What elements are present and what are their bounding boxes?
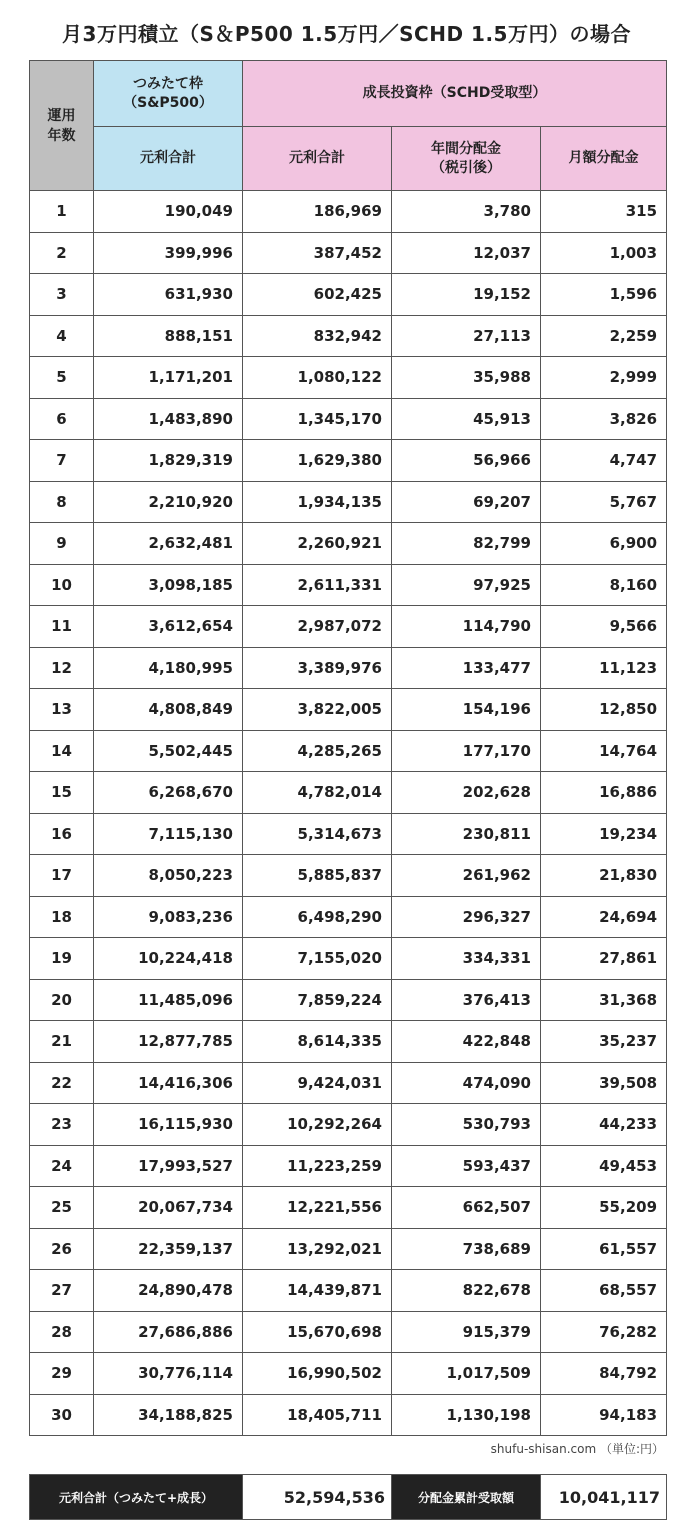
annual-dividend-cell: 82,799 (392, 523, 541, 565)
header-annual-dividend: 年間分配金 （税引後） (392, 127, 541, 191)
year-cell: 13 (30, 689, 94, 731)
schd-total-cell: 387,452 (243, 232, 392, 274)
sp500-total-cell: 3,098,185 (94, 564, 243, 606)
sp500-total-cell: 11,485,096 (94, 979, 243, 1021)
sp500-total-cell: 4,808,849 (94, 689, 243, 731)
sp500-total-cell: 14,416,306 (94, 1062, 243, 1104)
year-cell: 11 (30, 606, 94, 648)
monthly-dividend-cell: 39,508 (541, 1062, 667, 1104)
monthly-dividend-cell: 35,237 (541, 1021, 667, 1063)
monthly-dividend-cell: 4,747 (541, 440, 667, 482)
schd-total-cell: 15,670,698 (243, 1311, 392, 1353)
sp500-total-cell: 8,050,223 (94, 855, 243, 897)
year-cell: 29 (30, 1353, 94, 1395)
schd-total-cell: 10,292,264 (243, 1104, 392, 1146)
table-row (30, 1021, 667, 1063)
table-row (30, 274, 667, 316)
annual-dividend-cell: 662,507 (392, 1187, 541, 1229)
summary-dividend-value: 10,041,117 (541, 1475, 667, 1520)
year-cell: 8 (30, 481, 94, 523)
sp500-total-cell: 7,115,130 (94, 813, 243, 855)
monthly-dividend-cell: 84,792 (541, 1353, 667, 1395)
annual-dividend-cell: 296,327 (392, 896, 541, 938)
table-row (30, 689, 667, 731)
monthly-dividend-cell: 94,183 (541, 1394, 667, 1436)
schd-total-cell: 5,885,837 (243, 855, 392, 897)
table-row (30, 1062, 667, 1104)
monthly-dividend-cell: 76,282 (541, 1311, 667, 1353)
monthly-dividend-cell: 19,234 (541, 813, 667, 855)
monthly-dividend-cell: 5,767 (541, 481, 667, 523)
table-row (30, 481, 667, 523)
monthly-dividend-cell: 3,826 (541, 398, 667, 440)
monthly-dividend-cell: 27,861 (541, 938, 667, 980)
summary-table (29, 1474, 667, 1520)
monthly-dividend-cell: 1,003 (541, 232, 667, 274)
header-growth-total: 元利合計 (243, 127, 392, 191)
annual-dividend-cell: 474,090 (392, 1062, 541, 1104)
annual-dividend-cell: 822,678 (392, 1270, 541, 1312)
table-row (30, 1394, 667, 1436)
schd-total-cell: 6,498,290 (243, 896, 392, 938)
schd-total-cell: 7,155,020 (243, 938, 392, 980)
monthly-dividend-cell: 61,557 (541, 1228, 667, 1270)
table-row (30, 315, 667, 357)
table-row (30, 606, 667, 648)
annual-dividend-cell: 202,628 (392, 772, 541, 814)
table-row (30, 772, 667, 814)
table-row (30, 730, 667, 772)
table-row (30, 1270, 667, 1312)
annual-dividend-cell: 19,152 (392, 274, 541, 316)
annual-dividend-cell: 1,130,198 (392, 1394, 541, 1436)
year-cell: 20 (30, 979, 94, 1021)
table-row (30, 1228, 667, 1270)
table-row (30, 523, 667, 565)
schd-total-cell: 186,969 (243, 191, 392, 233)
schd-total-cell: 832,942 (243, 315, 392, 357)
summary-total-label: 元利合計（つみたて+成長） (30, 1475, 243, 1520)
annual-dividend-cell: 915,379 (392, 1311, 541, 1353)
table-row (30, 813, 667, 855)
annual-dividend-cell: 12,037 (392, 232, 541, 274)
schd-total-cell: 13,292,021 (243, 1228, 392, 1270)
monthly-dividend-cell: 14,764 (541, 730, 667, 772)
monthly-dividend-cell: 12,850 (541, 689, 667, 731)
sp500-total-cell: 399,996 (94, 232, 243, 274)
annual-dividend-cell: 114,790 (392, 606, 541, 648)
annual-dividend-cell: 1,017,509 (392, 1353, 541, 1395)
sp500-total-cell: 24,890,478 (94, 1270, 243, 1312)
annual-dividend-cell: 27,113 (392, 315, 541, 357)
table-row (30, 440, 667, 482)
sp500-total-cell: 9,083,236 (94, 896, 243, 938)
annual-dividend-cell: 3,780 (392, 191, 541, 233)
sp500-total-cell: 3,612,654 (94, 606, 243, 648)
annual-dividend-cell: 69,207 (392, 481, 541, 523)
monthly-dividend-cell: 21,830 (541, 855, 667, 897)
schd-total-cell: 9,424,031 (243, 1062, 392, 1104)
sp500-total-cell: 16,115,930 (94, 1104, 243, 1146)
schd-total-cell: 1,934,135 (243, 481, 392, 523)
year-cell: 25 (30, 1187, 94, 1229)
table-row (30, 855, 667, 897)
monthly-dividend-cell: 2,259 (541, 315, 667, 357)
summary-dividend-label: 分配金累計受取額 (392, 1475, 541, 1520)
schd-total-cell: 4,285,265 (243, 730, 392, 772)
sp500-total-cell: 20,067,734 (94, 1187, 243, 1229)
monthly-dividend-cell: 49,453 (541, 1145, 667, 1187)
year-cell: 24 (30, 1145, 94, 1187)
header-tsumitate-total: 元利合計 (94, 127, 243, 191)
year-cell: 6 (30, 398, 94, 440)
year-cell: 3 (30, 274, 94, 316)
year-cell: 27 (30, 1270, 94, 1312)
year-cell: 5 (30, 357, 94, 399)
sp500-total-cell: 6,268,670 (94, 772, 243, 814)
year-cell: 23 (30, 1104, 94, 1146)
source-note: shufu-shisan.com （単位:円） (490, 1442, 664, 1456)
annual-dividend-cell: 738,689 (392, 1228, 541, 1270)
table-row (30, 357, 667, 399)
sp500-total-cell: 888,151 (94, 315, 243, 357)
year-cell: 1 (30, 191, 94, 233)
sp500-total-cell: 2,210,920 (94, 481, 243, 523)
header-tsumitate: つみたて枠 （S&P500） (94, 61, 243, 127)
schd-total-cell: 4,782,014 (243, 772, 392, 814)
schd-total-cell: 1,345,170 (243, 398, 392, 440)
schd-total-cell: 11,223,259 (243, 1145, 392, 1187)
summary-total-value: 52,594,536 (243, 1475, 392, 1520)
schd-total-cell: 2,611,331 (243, 564, 392, 606)
monthly-dividend-cell: 24,694 (541, 896, 667, 938)
year-cell: 18 (30, 896, 94, 938)
table-row (30, 191, 667, 233)
table-row (30, 1187, 667, 1229)
monthly-dividend-cell: 2,999 (541, 357, 667, 399)
sp500-total-cell: 27,686,886 (94, 1311, 243, 1353)
schd-total-cell: 2,987,072 (243, 606, 392, 648)
annual-dividend-cell: 261,962 (392, 855, 541, 897)
sp500-total-cell: 34,188,825 (94, 1394, 243, 1436)
monthly-dividend-cell: 68,557 (541, 1270, 667, 1312)
annual-dividend-cell: 35,988 (392, 357, 541, 399)
page-title: 月3万円積立（S＆P500 1.5万円／SCHD 1.5万円）の場合 (62, 22, 631, 46)
monthly-dividend-cell: 6,900 (541, 523, 667, 565)
schd-total-cell: 14,439,871 (243, 1270, 392, 1312)
sp500-total-cell: 1,483,890 (94, 398, 243, 440)
monthly-dividend-cell: 1,596 (541, 274, 667, 316)
sp500-total-cell: 5,502,445 (94, 730, 243, 772)
simulation-table (29, 60, 667, 1436)
monthly-dividend-cell: 8,160 (541, 564, 667, 606)
annual-dividend-cell: 334,331 (392, 938, 541, 980)
monthly-dividend-cell: 16,886 (541, 772, 667, 814)
year-cell: 26 (30, 1228, 94, 1270)
table-row (30, 564, 667, 606)
year-cell: 15 (30, 772, 94, 814)
year-cell: 9 (30, 523, 94, 565)
header-year: 運用 年数 (30, 61, 94, 191)
year-cell: 28 (30, 1311, 94, 1353)
annual-dividend-cell: 154,196 (392, 689, 541, 731)
year-cell: 7 (30, 440, 94, 482)
year-cell: 2 (30, 232, 94, 274)
header-growth: 成長投資枠（SCHD受取型） (243, 61, 667, 127)
schd-total-cell: 16,990,502 (243, 1353, 392, 1395)
sp500-total-cell: 17,993,527 (94, 1145, 243, 1187)
annual-dividend-cell: 177,170 (392, 730, 541, 772)
year-cell: 30 (30, 1394, 94, 1436)
schd-total-cell: 3,389,976 (243, 647, 392, 689)
table-row (30, 1145, 667, 1187)
annual-dividend-cell: 97,925 (392, 564, 541, 606)
table-row (30, 647, 667, 689)
annual-dividend-cell: 376,413 (392, 979, 541, 1021)
table-row (30, 398, 667, 440)
year-cell: 10 (30, 564, 94, 606)
year-cell: 4 (30, 315, 94, 357)
sp500-total-cell: 2,632,481 (94, 523, 243, 565)
schd-total-cell: 1,629,380 (243, 440, 392, 482)
monthly-dividend-cell: 44,233 (541, 1104, 667, 1146)
annual-dividend-cell: 422,848 (392, 1021, 541, 1063)
schd-total-cell: 602,425 (243, 274, 392, 316)
year-cell: 12 (30, 647, 94, 689)
schd-total-cell: 1,080,122 (243, 357, 392, 399)
table-row (30, 979, 667, 1021)
sp500-total-cell: 4,180,995 (94, 647, 243, 689)
sp500-total-cell: 1,171,201 (94, 357, 243, 399)
annual-dividend-cell: 56,966 (392, 440, 541, 482)
sp500-total-cell: 22,359,137 (94, 1228, 243, 1270)
monthly-dividend-cell: 55,209 (541, 1187, 667, 1229)
table-row (30, 1353, 667, 1395)
schd-total-cell: 7,859,224 (243, 979, 392, 1021)
monthly-dividend-cell: 31,368 (541, 979, 667, 1021)
annual-dividend-cell: 230,811 (392, 813, 541, 855)
table-row (30, 232, 667, 274)
sp500-total-cell: 1,829,319 (94, 440, 243, 482)
table-row (30, 938, 667, 980)
sp500-total-cell: 30,776,114 (94, 1353, 243, 1395)
year-cell: 17 (30, 855, 94, 897)
schd-total-cell: 5,314,673 (243, 813, 392, 855)
monthly-dividend-cell: 9,566 (541, 606, 667, 648)
year-cell: 16 (30, 813, 94, 855)
table-row (30, 1311, 667, 1353)
sp500-total-cell: 12,877,785 (94, 1021, 243, 1063)
annual-dividend-cell: 593,437 (392, 1145, 541, 1187)
schd-total-cell: 8,614,335 (243, 1021, 392, 1063)
schd-total-cell: 3,822,005 (243, 689, 392, 731)
year-cell: 19 (30, 938, 94, 980)
sp500-total-cell: 10,224,418 (94, 938, 243, 980)
table-row (30, 1104, 667, 1146)
monthly-dividend-cell: 315 (541, 191, 667, 233)
sp500-total-cell: 631,930 (94, 274, 243, 316)
year-cell: 22 (30, 1062, 94, 1104)
schd-total-cell: 2,260,921 (243, 523, 392, 565)
monthly-dividend-cell: 11,123 (541, 647, 667, 689)
annual-dividend-cell: 530,793 (392, 1104, 541, 1146)
table-row (30, 896, 667, 938)
year-cell: 14 (30, 730, 94, 772)
schd-total-cell: 12,221,556 (243, 1187, 392, 1229)
annual-dividend-cell: 133,477 (392, 647, 541, 689)
annual-dividend-cell: 45,913 (392, 398, 541, 440)
sp500-total-cell: 190,049 (94, 191, 243, 233)
header-monthly-dividend: 月額分配金 (541, 127, 667, 191)
year-cell: 21 (30, 1021, 94, 1063)
schd-total-cell: 18,405,711 (243, 1394, 392, 1436)
